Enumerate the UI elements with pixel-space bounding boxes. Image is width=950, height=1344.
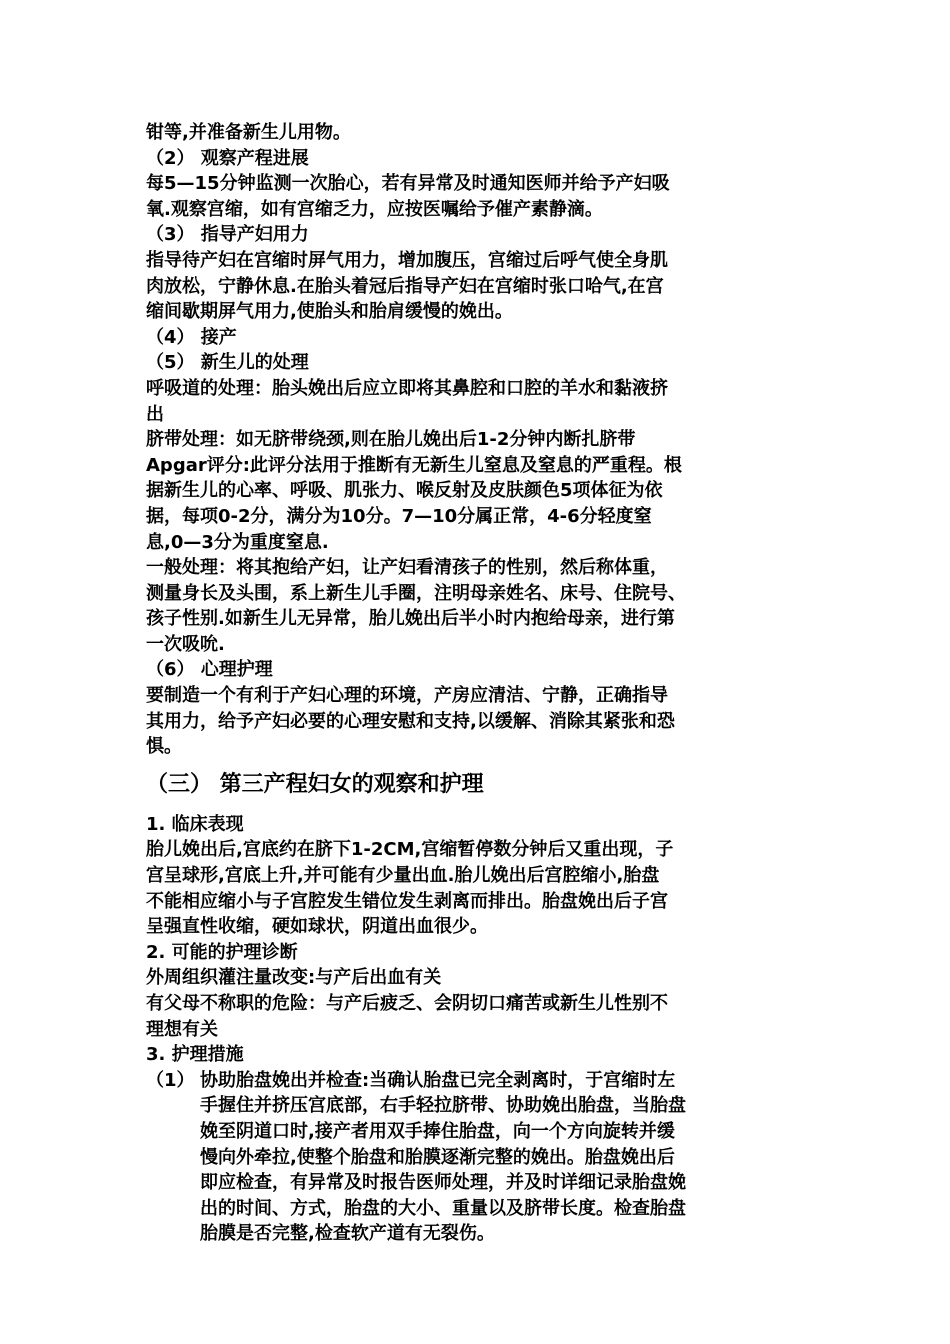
text-line: 出的时间、方式，胎盘的大小、重量以及脐带长度。检查胎盘 bbox=[200, 1197, 686, 1219]
subheading-nursing-measures: 3. 护理措施 bbox=[146, 1044, 244, 1066]
text-line: 缩间歇期屏气用力,使胎头和胎肩缓慢的娩出。 bbox=[146, 301, 513, 323]
text-line: 一般处理：将其抱给产妇，让产妇看清孩子的性别，然后称体重， bbox=[146, 557, 668, 579]
text-line: 肉放松，宁静休息.在胎头着冠后指导产妇在宫缩时张口哈气,在宫 bbox=[146, 275, 664, 297]
text-line: 测量身长及头围，系上新生儿手圈，注明母亲姓名、床号、住院号、 bbox=[146, 582, 686, 604]
text-line: 氧.观察宫缩，如有宫缩乏力，应按医嘱给予催产素静滴。 bbox=[146, 198, 603, 220]
text-line: 每5—15分钟监测一次胎心，若有异常及时通知医师并给予产妇吸 bbox=[146, 173, 670, 195]
text-line: 指导待产妇在宫缩时屏气用力，增加腹压，宫缩过后呼气使全身肌 bbox=[146, 249, 668, 271]
subheading-guide-pushing: （3） 指导产妇用力 bbox=[146, 224, 309, 246]
subheading-newborn-care: （5） 新生儿的处理 bbox=[146, 352, 309, 374]
text-line: 胎儿娩出后,宫底约在脐下1-2CM,宫缩暂停数分钟后又重出现，子 bbox=[146, 839, 674, 861]
text-line: 有父母不称职的危险：与产后疲乏、会阴切口痛苦或新生儿性别不 bbox=[146, 993, 668, 1014]
text-line: 胎膜是否完整,检查软产道有无裂伤。 bbox=[200, 1223, 495, 1245]
text-line: 理想有关 bbox=[146, 1018, 218, 1040]
text-line: 钳等,并准备新生儿用物。 bbox=[146, 122, 351, 143]
text-line: 娩至阴道口时,接产者用双手捧住胎盘，向一个方向旋转并缓 bbox=[200, 1120, 675, 1142]
text-line: 据新生儿的心率、呼吸、肌张力、喉反射及皮肤颜色5项体征为依 bbox=[146, 480, 663, 502]
text-line: 惧。 bbox=[146, 736, 182, 758]
text-line: 其用力，给予产妇必要的心理安慰和支持,以缓解、消除其紧张和恐 bbox=[146, 710, 675, 732]
text-block-top bbox=[146, 120, 810, 760]
section-heading: （三） 第三产程妇女的观察和护理 bbox=[146, 771, 484, 797]
text-line: 出 bbox=[146, 403, 164, 425]
text-line: Apgar评分:此评分法用于推断有无新生儿窒息及窒息的严重程。根 bbox=[146, 454, 682, 476]
subheading-observe-labor-progress: （2） 观察产程进展 bbox=[146, 147, 309, 169]
text-line: 手握住并挤压宫底部，右手轻拉脐带、协助娩出胎盘，当胎盘 bbox=[200, 1095, 686, 1117]
subheading-clinical-manifestations: 1. 临床表现 bbox=[146, 813, 244, 835]
text-line: 一次吸吮. bbox=[146, 633, 225, 655]
text-line: 外周组织灌注量改变:与产后出血有关 bbox=[146, 967, 442, 989]
text-line: 即应检查，有异常及时报告医师处理，并及时详细记录胎盘娩 bbox=[200, 1172, 686, 1194]
list-item-body bbox=[200, 1068, 810, 1247]
text-line: 息,0—3分为重度窒息. bbox=[146, 531, 329, 553]
text-line: 宫呈球形,宫底上升,并可能有少量出血.胎儿娩出后宫腔缩小,胎盘 bbox=[146, 865, 660, 887]
text-line: 孩子性别.如新生儿无异常，胎儿娩出后半小时内抱给母亲，进行第 bbox=[146, 608, 675, 630]
text-line: 据，每项0-2分，满分为10分。7—10分属正常，4-6分轻度窒 bbox=[146, 505, 652, 527]
text-block-bottom bbox=[146, 812, 810, 1068]
subheading-psychological-care: （6） 心理护理 bbox=[146, 659, 273, 681]
text-line: 慢向外牵拉,使整个胎盘和胎膜逐渐完整的娩出。胎盘娩出后 bbox=[200, 1146, 675, 1168]
list-marker: （1） bbox=[146, 1069, 195, 1091]
text-line: 要制造一个有利于产妇心理的环境，产房应清洁、宁静，正确指导 bbox=[146, 685, 668, 707]
text-line: 协助胎盘娩出并检查:当确认胎盘已完全剥离时，于宫缩时左 bbox=[200, 1069, 676, 1091]
subheading-delivery: （4） 接产 bbox=[146, 326, 237, 348]
text-line: 脐带处理：如无脐带绕颈,则在胎儿娩出后1-2分钟内断扎脐带 bbox=[146, 429, 636, 451]
subheading-nursing-diagnosis: 2. 可能的护理诊断 bbox=[146, 941, 298, 963]
document-page bbox=[146, 120, 810, 1247]
text-line: 呼吸道的处理：胎头娩出后应立即将其鼻腔和口腔的羊水和黏液挤 bbox=[146, 377, 668, 399]
text-line: 呈强直性收缩，硬如球状，阴道出血很少。 bbox=[146, 916, 488, 938]
text-line: 不能相应缩小与子宫腔发生错位发生剥离而排出。胎盘娩出后子宫 bbox=[146, 890, 668, 912]
list-item bbox=[146, 1068, 810, 1247]
